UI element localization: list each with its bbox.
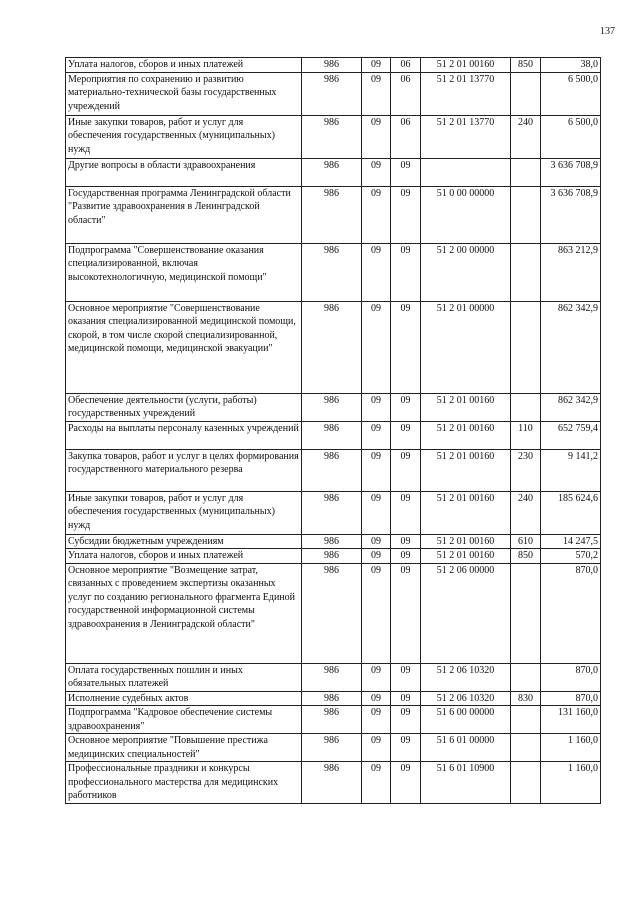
row-name: Подпрограмма "Кадровое обеспечение системы здравоохранения": [66, 706, 302, 734]
target-article: 51 2 00 00000: [421, 243, 511, 301]
target-article: 51 2 01 00000: [421, 301, 511, 393]
section-code: 09: [362, 691, 391, 706]
table-row: [66, 186, 601, 243]
target-article: 51 2 01 00160: [421, 549, 511, 564]
table-row: [66, 549, 601, 564]
amount: 862 342,9: [541, 393, 601, 421]
expense-type: 850: [511, 549, 541, 564]
expense-type: [511, 301, 541, 393]
expense-type: 830: [511, 691, 541, 706]
expense-type: 610: [511, 534, 541, 549]
ministry-code: 986: [302, 549, 362, 564]
ministry-code: 986: [302, 762, 362, 804]
row-name: Расходы на выплаты персоналу казенных учреждений: [66, 421, 302, 449]
target-article: 51 2 01 00160: [421, 421, 511, 449]
row-name: Профессиональные праздники и конкурсы профессионального мастерства для медицинских работников: [66, 762, 302, 804]
table-row: [66, 691, 601, 706]
row-name: Оплата государственных пошлин и иных обязательных платежей: [66, 663, 302, 691]
amount: 3 636 708,9: [541, 158, 601, 186]
section-code: 09: [362, 534, 391, 549]
table-row: [66, 243, 601, 301]
amount: 862 342,9: [541, 301, 601, 393]
subsection-code: 06: [391, 58, 421, 73]
target-article: 51 2 01 00160: [421, 449, 511, 491]
row-name: Основное мероприятие "Возмещение затрат, связанных с проведением экспертизы оказанных услуг по созданию регионального фрагмента Единой государственной информационной системы здравоохранения в Ленинградской области": [66, 563, 302, 663]
table-row: [66, 393, 601, 421]
section-code: 09: [362, 663, 391, 691]
page-number: 137: [600, 26, 615, 37]
expense-type: [511, 734, 541, 762]
section-code: 09: [362, 734, 391, 762]
table-body: [66, 58, 601, 804]
ministry-code: 986: [302, 734, 362, 762]
expense-type: [511, 706, 541, 734]
target-article: 51 6 00 00000: [421, 706, 511, 734]
row-name: Иные закупки товаров, работ и услуг для обеспечения государственных (муниципальных) нужд: [66, 115, 302, 158]
target-article: 51 2 06 10320: [421, 691, 511, 706]
section-code: 09: [362, 58, 391, 73]
expense-type: [511, 762, 541, 804]
amount: 870,0: [541, 691, 601, 706]
ministry-code: 986: [302, 563, 362, 663]
ministry-code: 986: [302, 491, 362, 534]
subsection-code: 09: [391, 421, 421, 449]
expense-type: [511, 186, 541, 243]
target-article: 51 2 01 00160: [421, 534, 511, 549]
section-code: 09: [362, 72, 391, 115]
amount: 131 160,0: [541, 706, 601, 734]
subsection-code: 09: [391, 563, 421, 663]
subsection-code: 09: [391, 158, 421, 186]
table-row: [66, 421, 601, 449]
target-article: 51 2 06 00000: [421, 563, 511, 663]
row-name: Основное мероприятие "Совершенствование оказания специализированной медицинской помощи, скорой, в том числе скорой специализированной, медицинской помощи, медицинской эвакуации": [66, 301, 302, 393]
ministry-code: 986: [302, 58, 362, 73]
row-name: Обеспечение деятельности (услуги, работы) государственных учреждений: [66, 393, 302, 421]
subsection-code: 06: [391, 115, 421, 158]
expense-type: [511, 393, 541, 421]
amount: 1 160,0: [541, 734, 601, 762]
table-row: [66, 563, 601, 663]
target-article: 51 2 01 00160: [421, 491, 511, 534]
row-name: Уплата налогов, сборов и иных платежей: [66, 549, 302, 564]
expense-type: 230: [511, 449, 541, 491]
target-article: [421, 158, 511, 186]
table-row: [66, 58, 601, 73]
section-code: 09: [362, 115, 391, 158]
subsection-code: 09: [391, 691, 421, 706]
section-code: 09: [362, 549, 391, 564]
subsection-code: 09: [391, 491, 421, 534]
target-article: 51 2 01 00160: [421, 393, 511, 421]
subsection-code: 09: [391, 549, 421, 564]
amount: 14 247,5: [541, 534, 601, 549]
amount: 652 759,4: [541, 421, 601, 449]
row-name: Основное мероприятие "Повышение престижа медицинских специальностей": [66, 734, 302, 762]
amount: 38,0: [541, 58, 601, 73]
ministry-code: 986: [302, 691, 362, 706]
amount: 863 212,9: [541, 243, 601, 301]
amount: 6 500,0: [541, 115, 601, 158]
ministry-code: 986: [302, 158, 362, 186]
ministry-code: 986: [302, 534, 362, 549]
table-row: [66, 706, 601, 734]
ministry-code: 986: [302, 663, 362, 691]
expense-type: [511, 72, 541, 115]
table-row: [66, 491, 601, 534]
section-code: 09: [362, 449, 391, 491]
subsection-code: 06: [391, 72, 421, 115]
budget-table: [65, 57, 601, 804]
ministry-code: 986: [302, 243, 362, 301]
expense-type: [511, 158, 541, 186]
table-row: [66, 158, 601, 186]
target-article: 51 0 00 00000: [421, 186, 511, 243]
ministry-code: 986: [302, 393, 362, 421]
section-code: 09: [362, 243, 391, 301]
row-name: Уплата налогов, сборов и иных платежей: [66, 58, 302, 73]
subsection-code: 09: [391, 186, 421, 243]
table-row: [66, 734, 601, 762]
ministry-code: 986: [302, 186, 362, 243]
target-article: 51 6 01 10900: [421, 762, 511, 804]
table-row: [66, 663, 601, 691]
subsection-code: 09: [391, 243, 421, 301]
section-code: 09: [362, 706, 391, 734]
section-code: 09: [362, 301, 391, 393]
subsection-code: 09: [391, 534, 421, 549]
expense-type: [511, 663, 541, 691]
table-row: [66, 762, 601, 804]
expense-type: 240: [511, 115, 541, 158]
table-row: [66, 72, 601, 115]
row-name: Мероприятия по сохранению и развитию материально-технической базы государственных учреждений: [66, 72, 302, 115]
amount: 6 500,0: [541, 72, 601, 115]
table-row: [66, 301, 601, 393]
ministry-code: 986: [302, 449, 362, 491]
expense-type: [511, 243, 541, 301]
amount: 870,0: [541, 563, 601, 663]
amount: 870,0: [541, 663, 601, 691]
subsection-code: 09: [391, 301, 421, 393]
section-code: 09: [362, 563, 391, 663]
expense-type: 850: [511, 58, 541, 73]
amount: 9 141,2: [541, 449, 601, 491]
ministry-code: 986: [302, 421, 362, 449]
subsection-code: 09: [391, 706, 421, 734]
subsection-code: 09: [391, 734, 421, 762]
amount: 3 636 708,9: [541, 186, 601, 243]
target-article: 51 2 01 13770: [421, 72, 511, 115]
section-code: 09: [362, 491, 391, 534]
amount: 1 160,0: [541, 762, 601, 804]
table-row: [66, 115, 601, 158]
subsection-code: 09: [391, 663, 421, 691]
subsection-code: 09: [391, 449, 421, 491]
expense-type: 110: [511, 421, 541, 449]
row-name: Исполнение судебных актов: [66, 691, 302, 706]
row-name: Закупка товаров, работ и услуг в целях формирования государственного материального резерва: [66, 449, 302, 491]
amount: 570,2: [541, 549, 601, 564]
amount: 185 624,6: [541, 491, 601, 534]
expense-type: 240: [511, 491, 541, 534]
section-code: 09: [362, 186, 391, 243]
target-article: 51 2 01 00160: [421, 58, 511, 73]
row-name: Иные закупки товаров, работ и услуг для обеспечения государственных (муниципальных) нужд: [66, 491, 302, 534]
section-code: 09: [362, 421, 391, 449]
section-code: 09: [362, 158, 391, 186]
subsection-code: 09: [391, 393, 421, 421]
ministry-code: 986: [302, 706, 362, 734]
ministry-code: 986: [302, 115, 362, 158]
table-row: [66, 534, 601, 549]
expense-type: [511, 563, 541, 663]
row-name: Подпрограмма "Совершенствование оказания специализированной, включая высокотехнологичную, медицинской помощи": [66, 243, 302, 301]
target-article: 51 2 01 13770: [421, 115, 511, 158]
section-code: 09: [362, 762, 391, 804]
target-article: 51 2 06 10320: [421, 663, 511, 691]
subsection-code: 09: [391, 762, 421, 804]
row-name: Другие вопросы в области здравоохранения: [66, 158, 302, 186]
row-name: Государственная программа Ленинградской области "Развитие здравоохранения в Ленинградской области": [66, 186, 302, 243]
target-article: 51 6 01 00000: [421, 734, 511, 762]
table-row: [66, 449, 601, 491]
section-code: 09: [362, 393, 391, 421]
ministry-code: 986: [302, 301, 362, 393]
ministry-code: 986: [302, 72, 362, 115]
row-name: Субсидии бюджетным учреждениям: [66, 534, 302, 549]
